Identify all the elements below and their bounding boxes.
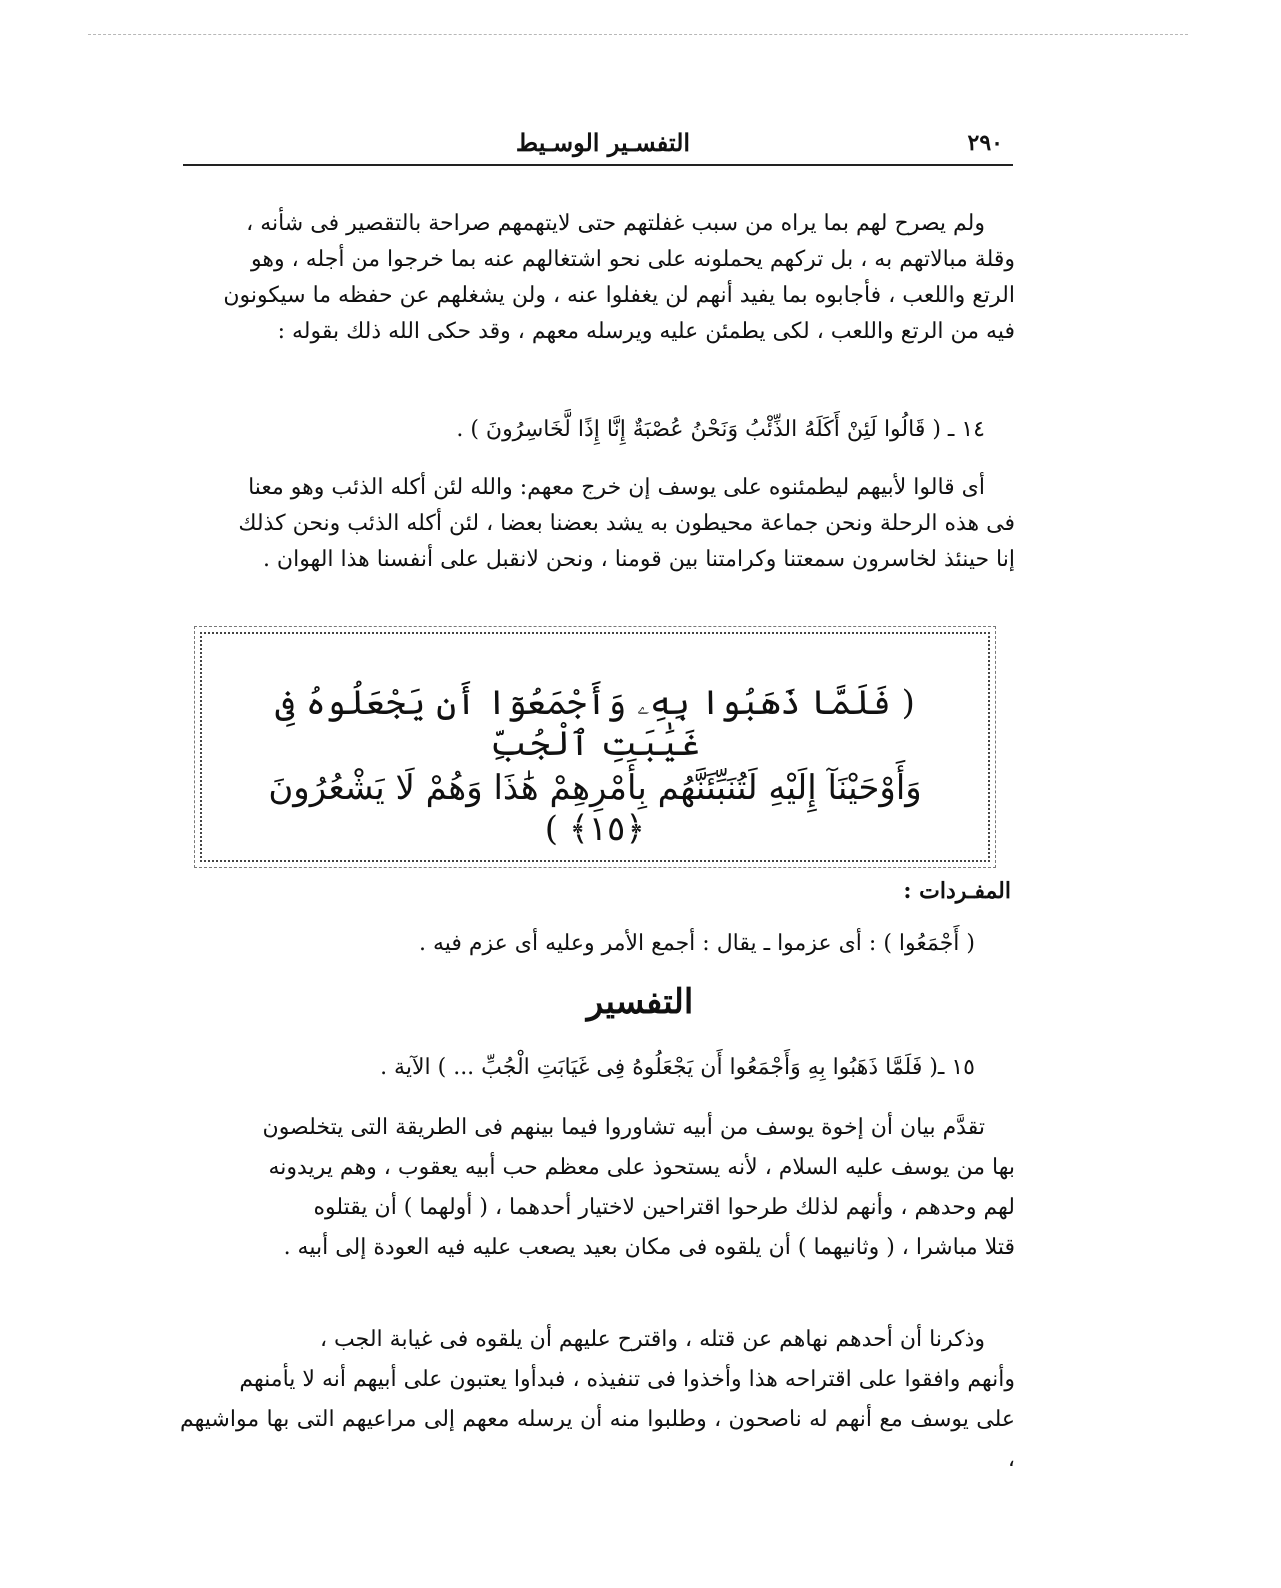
text-line: ولم يصرح لهم بما يراه من سبب غفلتهم حتى لايتهمهم صراحة بالتقصير فى شأنه ، xyxy=(246,211,985,236)
text-line: فيه من الرتع واللعب ، لكى يطمئن عليه ويرسله معهم ، وقد حكى الله ذلك بقوله : xyxy=(277,319,1015,344)
vocab-entry xyxy=(180,926,1015,962)
commentary-14 xyxy=(180,470,1015,578)
intro-paragraph xyxy=(180,206,1015,350)
running-header xyxy=(183,126,1013,166)
quran-line-2: وَأَوْحَيْنَآ إِلَيْهِ لَتُنَبِّئَنَّهُم بِأَمْرِهِمْ هَٰذَا وَهُمْ لَا يَشْعُرُونَ ﴿١٥﴾ ) xyxy=(268,768,922,849)
text-line: وقلة مبالاتهم به ، بل تركهم يحملونه على نحو اشتغالهم عنه بما خرجوا من أجله ، وهو xyxy=(251,247,1015,272)
text-line: إنا حينئذ لخاسرون سمعتنا وكرامتنا بين قومنا ، ونحن لانقبل على أنفسنا هذا الهوان . xyxy=(262,547,1015,572)
text-line: الرتع واللعب ، فأجابوه بما يفيد أنهم لن يغفلوا عنه ، ولن يشغلهم عن حفظه ما سيكونون xyxy=(223,283,1015,308)
text-line: على يوسف مع أنهم له ناصحون ، وطلبوا منه أن يرسله معهم إلى مراعيهم التى بها مواشيهم ، xyxy=(180,1407,1015,1472)
verse-14 xyxy=(180,412,1015,448)
vocab-line: ( أَجْمَعُوا ) : أى عزموا ـ يقال : أجمع الأمر وعليه أى عزم فيه . xyxy=(418,931,975,956)
text-line: بها من يوسف عليه السلام ، لأنه يستحوذ على معظم حب أبيه يعقوب ، وهم يريدونه xyxy=(268,1155,1015,1180)
text-line: وذكرنا أن أحدهم نهاهم عن قتله ، واقترح عليهم أن يلقوه فى غيابة الجب ، xyxy=(319,1327,985,1352)
text-line: فى هذه الرحلة ونحن جماعة محيطون به يشد بعضنا بعضا ، لئن أكله الذئب ونحن كذلك xyxy=(238,511,1015,536)
text-line: أى قالوا لأبيهم ليطمئنوه على يوسف إن خرج معهم: والله لئن أكله الذئب وهو معنا xyxy=(248,475,985,500)
vocab-label: المفـردات : xyxy=(903,878,1011,904)
text-line: لهم وحدهم ، وأنهم لذلك طرحوا اقتراحين لاختيار أحدهما ، ( أولهما ) أن يقتلوه xyxy=(313,1195,1015,1220)
tafsir-verse-ref xyxy=(180,1050,1015,1086)
quran-verse-frame xyxy=(200,632,990,862)
verse-line: ١٤ ـ ( قَالُوا لَئِنْ أَكَلَهُ الذِّئْبُ وَنَحْنُ عُصْبَةٌ إِنَّا إِذًا لَّخَاسِرُونَ ) . xyxy=(456,417,985,442)
quran-line-1: ( فَلَمَّا ذَهَبُوا بِهِۦ وَأَجْمَعُوٓا أَن يَجْعَلُوهُ فِى غَيَٰبَتِ ٱلْجُبِّ xyxy=(275,683,915,764)
text-line: وأنهم وافقوا على اقتراحه هذا وأخذوا فى تنفيذه ، فبدأوا يعتبون على أبيهم أنه لا يأمنهم xyxy=(239,1367,1015,1392)
scan-top-rule xyxy=(88,34,1188,35)
tafsir-paragraph-2 xyxy=(180,1320,1015,1480)
text-line: قتلا مباشرا ، ( وثانيهما ) أن يلقوه فى مكان بعيد يصعب عليه فيه العودة إلى أبيه . xyxy=(283,1235,1015,1260)
tafsir-heading: التفسير xyxy=(586,982,694,1022)
verse-ref-line: ١٥ ـ( فَلَمَّا ذَهَبُوا بِهِ وَأَجْمَعُوا أَن يَجْعَلُوهُ فِى غَيَابَتِ الْجُبِّ ... ) الآية . xyxy=(380,1055,975,1080)
page-number: ٢٩٠ xyxy=(967,130,1003,156)
text-line: تقدَّم بيان أن إخوة يوسف من أبيه تشاوروا فيما بينهم فى الطريقة التى يتخلصون xyxy=(262,1115,985,1140)
book-title: التفسـير الوسـيط xyxy=(515,128,691,157)
tafsir-paragraph-1 xyxy=(180,1108,1015,1268)
